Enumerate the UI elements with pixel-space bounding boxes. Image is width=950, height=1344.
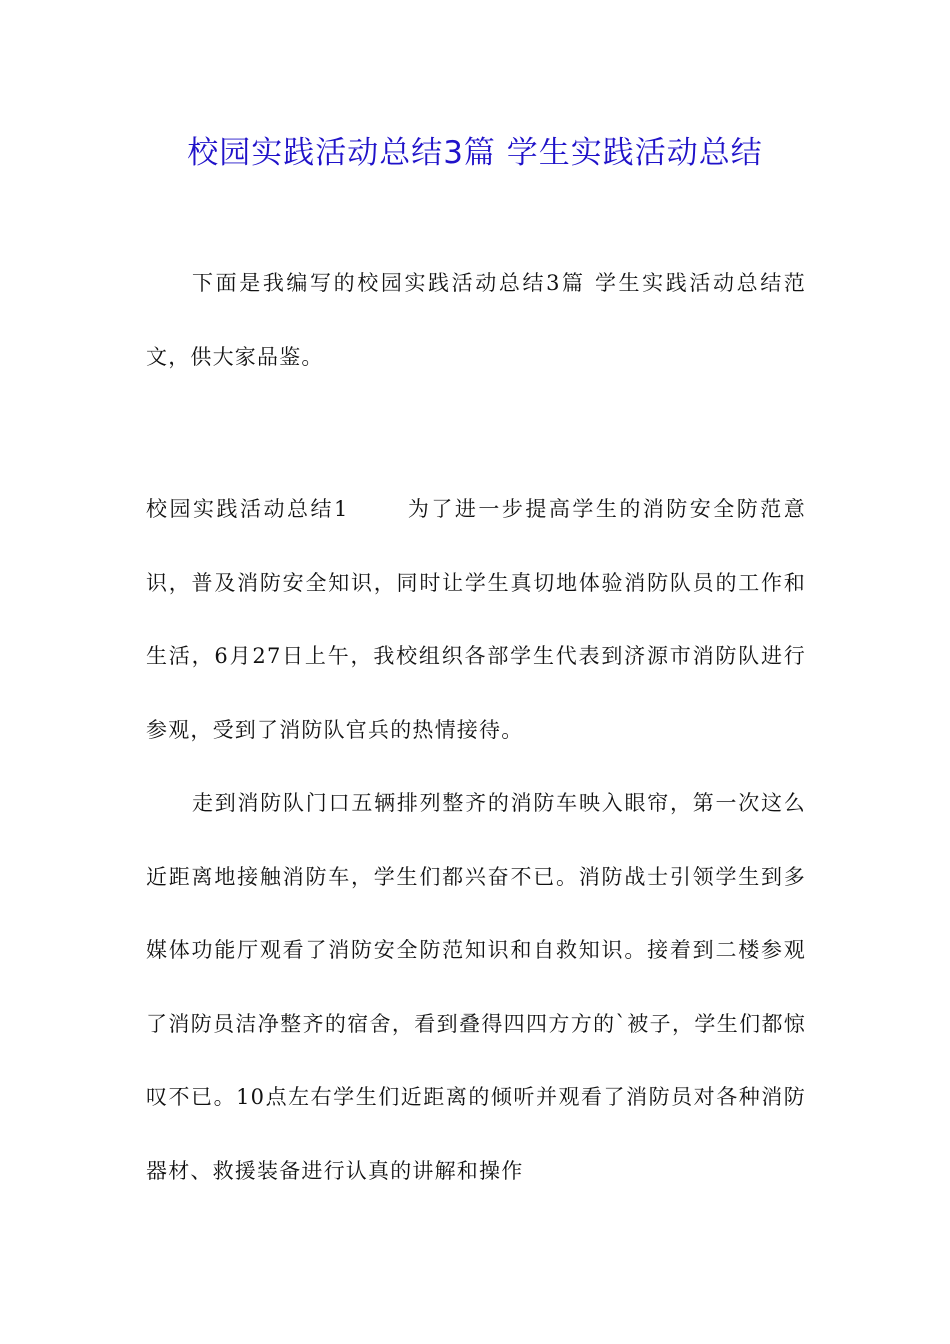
section-1 [146, 473, 806, 1208]
section-1-first-paragraph [146, 473, 806, 767]
paragraph-1-text: 为了进一步提高学生的消防安全防范意识，普及消防安全知识，同时让学生真切地体验消防队员的工作和生活，6月27日上午，我校组织各部学生代表到济源市消防队进行参观，受到了消防队官兵的热情接待。 [146, 497, 806, 742]
intro-paragraph: 下面是我编写的校园实践活动总结3篇 学生实践活动总结范文，供大家品鉴。 [146, 271, 806, 369]
intro-block [146, 247, 806, 394]
paragraph-2: 走到消防队门口五辆排列整齐的消防车映入眼帘，第一次这么近距离地接触消防车，学生们都兴奋不已。消防战士引领学生到多媒体功能厅观看了消防安全防范知识和自救知识。接着到二楼参观了消防员洁净整齐的宿舍，看到叠得四四方方的`被子，学生们都惊叹不已。10点左右学生们近距离的倾听并观看了消防员对各种消防器材、救援装备进行认真的讲解和操作 [146, 791, 806, 1183]
section-heading: 校园实践活动总结1 [146, 497, 349, 521]
document-title: 校园实践活动总结3篇 学生实践活动总结 [187, 135, 763, 171]
